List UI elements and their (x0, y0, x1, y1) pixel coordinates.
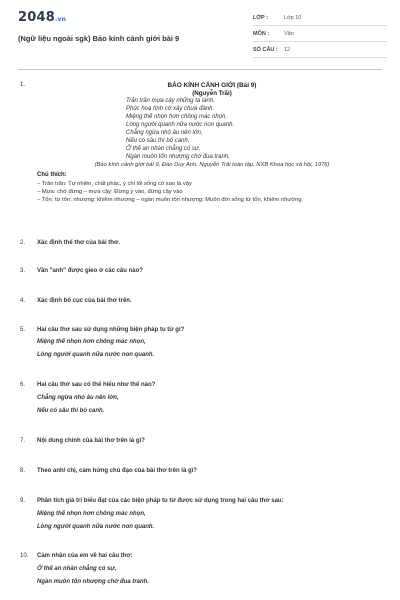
question-number: 4. (20, 298, 26, 304)
question-verse: Nếu có sâu thì bỏ canh. (37, 408, 105, 414)
question-number: 6. (20, 382, 26, 388)
question-number: 8. (20, 468, 26, 474)
question-verse: Ngàn muôn tốn nhượng chớ đua tranh. (37, 579, 149, 585)
notes-heading: Chú thích: (37, 172, 67, 178)
meta-row-class (253, 12, 387, 26)
question-text: Hai câu thơ sau có thể hiểu như thế nào? (37, 382, 156, 388)
question-number: 1. (20, 82, 26, 88)
meta-value: Văn (284, 31, 294, 37)
question-verse: Miệng thế nhọn hơn chông mác nhọn, (37, 339, 146, 345)
poem-line: Nếu có sâu thì bỏ canh. (126, 138, 190, 144)
question-verse: Lòng người quanh nữa nước non quanh. (37, 524, 155, 530)
question-verse: Lòng người quanh nữa nước non quanh. (37, 352, 155, 358)
meta-row-count (253, 44, 387, 58)
poem-line: Trăn trăn mựa cậy những ta lành, (126, 98, 215, 104)
question-verse: Miệng thế nhọn hơn chông mác nhọn, (37, 511, 146, 517)
note-item: – Trăn trăn: Tự nhiên, chất phác, ý chỉ lối sống có sao là vậy (37, 181, 192, 187)
header-divider (18, 69, 382, 70)
question-number: 9. (20, 498, 26, 504)
question-text: Phân tích giá trị biểu đạt của các biện pháp tu từ được sử dụng trong hai câu thơ sau: (37, 498, 284, 504)
question-number: 10. (20, 553, 29, 559)
poem-line: Miệng thế nhọn hơn chông mác nhọn, (126, 114, 228, 120)
meta-label: MÔN : (253, 31, 270, 37)
poem-line: Ở thế an nhàn chẳng có sự, (126, 146, 201, 152)
poem-line: Chẳng ngừa nhỏ âu nên lớn, (126, 130, 203, 136)
question-text: Xác định bố cục của bài thơ trên. (37, 298, 132, 304)
site-logo[interactable] (18, 10, 66, 25)
meta-label: SỐ CÂU : (253, 47, 278, 53)
meta-value: Lớp 10 (284, 15, 302, 21)
question-verse: Chẳng ngừa nhỏ âu nên lớn, (37, 395, 119, 401)
page-header (0, 0, 400, 62)
document-title: (Ngữ liệu ngoài sgk) Bảo kính cảnh giới bài 9 (18, 34, 180, 43)
question-number: 7. (20, 438, 26, 444)
logo-main: 2048 (18, 10, 55, 25)
question-text: Xác định thể thơ của bài thơ. (37, 240, 120, 246)
poem-line: Phúc hoạ tình cờ xảy chưa đành. (126, 106, 215, 112)
question-text: Hai câu thơ sau sử dụng những biện pháp tu từ gì? (37, 327, 185, 333)
question-number: 2. (20, 240, 26, 246)
meta-label: LỚP : (253, 15, 268, 21)
question-number: 3. (20, 268, 26, 274)
meta-value: 12 (284, 47, 291, 53)
poem-author: (Nguyễn Trãi) (192, 90, 232, 97)
question-text: Nội dung chính của bài thơ trên là gì? (37, 438, 145, 444)
question-text: Theo anh/ chị, cảm hứng chủ đạo của bài thơ trên là gì? (37, 468, 197, 474)
question-text: Cảm nhận của em về hai câu thơ: (37, 553, 133, 559)
note-item: – Mựa: chớ đừng – mựa cậy: Đừng ỷ vào, đừng cậy vào (37, 189, 183, 195)
poem-source: (Bảo kính cảnh giới bài 9, Đào Duy Anh, Nguyễn Trãi toàn tập, NXB Khoa học xã hội, 1976) (94, 162, 330, 168)
poem-line: Lòng người quanh nữa nước non quanh. (126, 122, 235, 128)
poem-line: Ngàn muôn tốn nhượng chớ đua tranh. (126, 154, 230, 160)
meta-table (253, 12, 387, 60)
meta-row-subject (253, 28, 387, 42)
question-number: 5. (20, 327, 26, 333)
poem-title: BẢO KÍNH CẢNH GIỚI (Bài 9) (167, 82, 257, 89)
question-text: Vần "anh" được gieo ở các câu nào? (37, 268, 143, 274)
question-verse: Ở thế an nhàn chẳng có sự, (37, 566, 117, 572)
note-item: – Tốn: từ tốn; nhượng: khiêm nhượng – ngàn muôn tốn nhượng: Muôn đời sống từ tốn, khiêm nhường (37, 197, 302, 203)
logo-tld: .vn (54, 16, 67, 23)
